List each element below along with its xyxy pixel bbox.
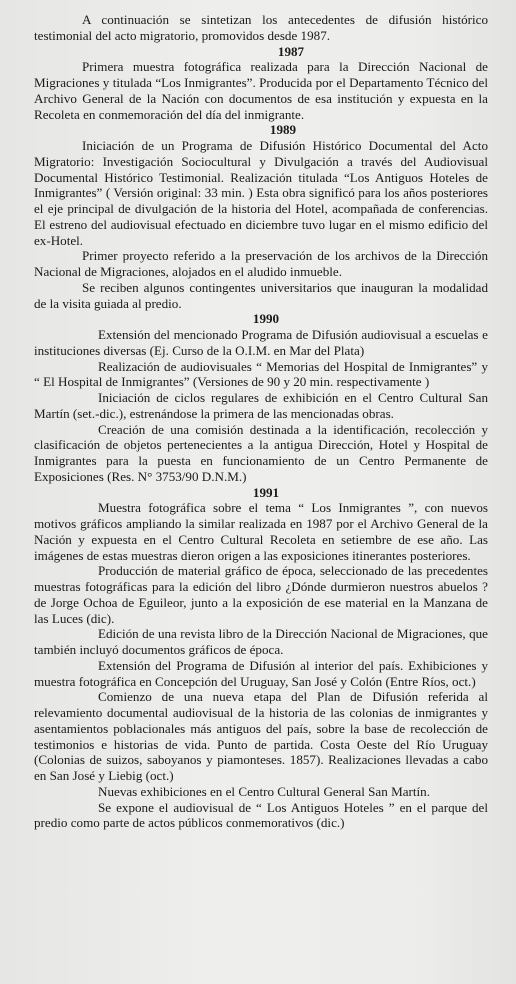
paragraph-1991-4: Extensión del Programa de Difusión al interior del país. Exhibiciones y muestra fotográfica en Concepción del Uruguay, San José y Colón (Entre Ríos, oct.) bbox=[34, 657, 488, 689]
paragraph-1990-3: Iniciación de ciclos regulares de exhibición en el Centro Cultural San Martín (set.-dic.), estrenándose la primera de las mencionadas obras. bbox=[34, 390, 488, 421]
paragraph-1991-3: Edición de una revista libro de la Dirección Nacional de Migraciones, que también incluyó documentos gráficos de época. bbox=[34, 626, 488, 657]
paragraph-1991-5: Comienzo de una nueva etapa del Plan de Difusión referida al relevamiento documental audiovisual de la historia de las colonias de inmigrantes y asentamientos poblacionales más antiguos del país, sobre la base de recolección de testimonios e historias de vida. Punto de partida. Costa Oeste del Río Uruguay (Colonias de suizos, saboyanos y piamonteses. 1857). Realizaciones llevadas a cabo en San José y Liebig (oct.) bbox=[34, 689, 488, 783]
paragraph-1990-2: Realización de audiovisuales “ Memorias del Hospital de Inmigrantes” y “ El Hospital de Inmigrantes” (Versiones de 90 y 20 min. respectivamente ) bbox=[34, 358, 488, 390]
paragraph-1989-2: Primer proyecto referido a la preservación de los archivos de la Dirección Nacional de Migraciones, alojados en el aludido inmueble. bbox=[34, 248, 488, 279]
paragraph-1991-2: Producción de material gráfico de época, seleccionado de las precedentes muestras fotográficas para la edición del libro ¿Dónde durmieron nuestros abuelos ? de Jorge Ochoa de Eguileor, junto a la exposición de ese material en la Manzana de las Luces (dic). bbox=[34, 563, 488, 626]
paragraph-1991-7: Se expone el audiovisual de “ Los Antiguos Hoteles ” en el parque del predio como parte de actos públicos conmemorativos (dic.) bbox=[34, 799, 488, 831]
year-heading-1987: 1987 bbox=[277, 43, 305, 59]
intro-paragraph: A continuación se sintetizan los antecedentes de difusión histórico testimonial del acto migratorio, promovidos desde 1987. bbox=[34, 12, 488, 43]
year-heading-1989: 1989 bbox=[269, 122, 297, 138]
paragraph-1991-6: Nuevas exhibiciones en el Centro Cultural General San Martín. bbox=[98, 783, 430, 799]
paragraph-1991-1: Muestra fotográfica sobre el tema “ Los Inmigrantes ”, con nuevos motivos gráficos ampliando la similar realizada en 1987 por el Archivo General de la Nación y expuesta en el Centro Cultural Recoleta en setiembre de ese año. Las imágenes de estas muestras dieron origen a las exposiciones itinerantes posteriores. bbox=[34, 500, 488, 563]
paragraph-1987-1: Primera muestra fotográfica realizada para la Dirección Nacional de Migraciones y titulada “Los Inmigrantes”. Producida por el Departamento Técnico del Archivo General de la Nación con documentos de esa institución y expuesta en la Recoleta en conmemoración del día del inmigrante. bbox=[34, 59, 488, 122]
paragraph-1989-3: Se reciben algunos contingentes universitarios que inauguran la modalidad de la visita guiada al predio. bbox=[34, 279, 488, 311]
year-heading-1991: 1991 bbox=[252, 484, 280, 500]
year-heading-1990: 1990 bbox=[252, 311, 280, 327]
paragraph-1990-4: Creación de una comisión destinada a la identificación, recolección y clasificación de objetos pertenecientes a la antigua Dirección, Hotel y Hospital de Inmigrantes para la puesta en funcionamiento de un Centro Permanente de Exposiciones (Res. N° 3753/90 D.N.M.) bbox=[34, 421, 488, 484]
paragraph-1989-1: Iniciación de un Programa de Difusión Histórico Documental del Acto Migratorio: Investigación Sociocultural y Divulgación a través del Audiovisual Documental Histórico Testimonial. Realización titulada “Los Antiguos Hoteles de Inmigrantes” ( Versión original: 33 min. ) Esta obra significó para los años posteriores el eje principal de divulgación de la historia del Hotel, acompañada de conferencias. El estreno del audiovisual efectuado en diciembre tuvo lugar en el mismo edificio del ex-Hotel. bbox=[34, 138, 488, 248]
paragraph-1990-1: Extensión del mencionado Programa de Difusión audiovisual a escuelas e instituciones diversas (Ej. Curso de la O.I.M. en Mar del Plata) bbox=[34, 327, 488, 358]
